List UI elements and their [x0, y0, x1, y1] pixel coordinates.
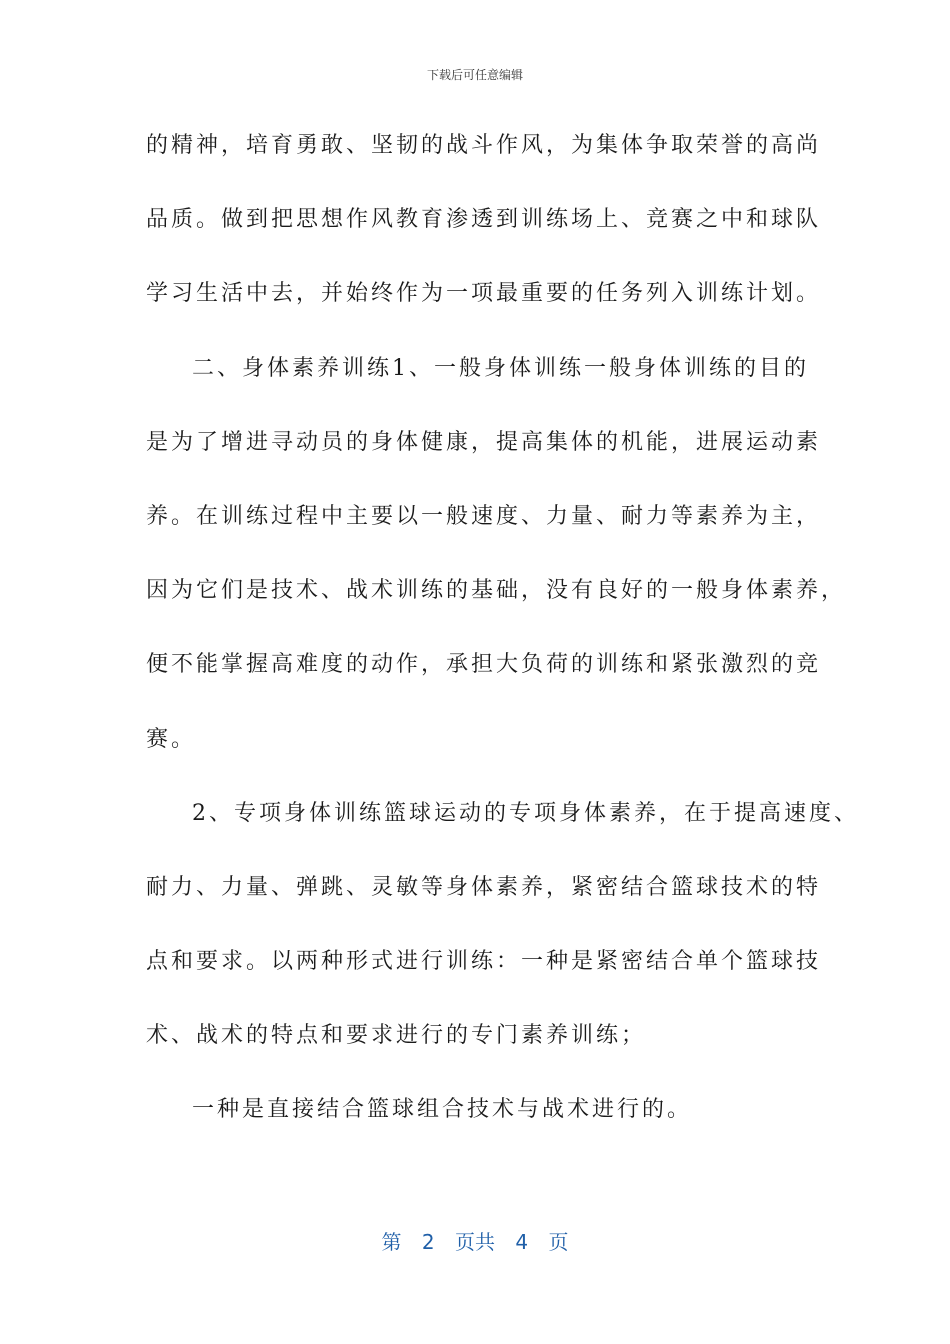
paragraph-line: 养。在训练过程中主要以一般速度、力量、耐力等素养为主， [146, 503, 822, 529]
paragraph-line: 耐力、力量、弹跳、灵敏等身体素养，紧密结合篮球技术的特 [146, 874, 822, 900]
page-footer [0, 1226, 950, 1255]
page-label-suffix: 页 [548, 1230, 569, 1254]
paragraph-line: 因为它们是技术、战术训练的基础，没有良好的一般身体素养， [146, 578, 847, 604]
paragraph-line: 学习生活中去，并始终作为一项最重要的任务列入训练计划。 [146, 281, 822, 307]
paragraph-line: 是为了增进寻动员的身体健康，提高集体的机能，进展运动素 [146, 429, 822, 455]
paragraph-line: 2、专项身体训练篮球运动的专项身体素养，在于提高速度、 [192, 800, 859, 826]
paragraph-line: 的精神，培育勇敢、坚韧的战斗作风，为集体争取荣誉的高尚 [146, 133, 822, 158]
paragraph-line: 二、身体素养训练1、一般身体训练一般身体训练的目的 [192, 355, 809, 381]
paragraph-line: 一种是直接结合篮球组合技术与战术进行的。 [192, 1097, 693, 1123]
paragraph-line: 术、战术的特点和要求进行的专门素养训练； [146, 1023, 647, 1049]
total-pages-number: 4 [515, 1230, 529, 1254]
document-body [146, 122, 859, 1161]
paragraph-line: 点和要求。以两种形式进行训练：一种是紧密结合单个篮球技 [146, 949, 822, 975]
page-label-prefix: 第 [381, 1230, 402, 1254]
paragraph-line: 品质。做到把思想作风教育渗透到训练场上、竞赛之中和球队 [146, 207, 822, 233]
header-note: 下载后可任意编辑 [426, 68, 523, 82]
current-page-number: 2 [421, 1230, 435, 1254]
paragraph-line: 便不能掌握高难度的动作，承担大负荷的训练和紧张激烈的竞 [146, 652, 822, 678]
page-label-mid: 页共 [455, 1230, 495, 1254]
paragraph-line: 赛。 [146, 726, 197, 752]
